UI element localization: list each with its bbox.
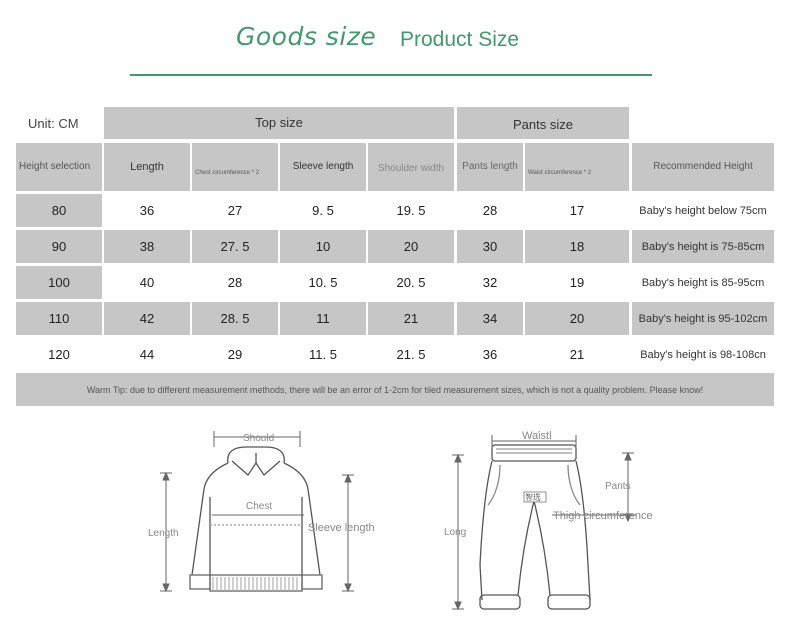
table-cell: 11 — [280, 302, 366, 335]
table-cell: Baby's height is 95-102cm — [632, 302, 774, 335]
top-size-diagram — [140, 425, 390, 625]
chest-label: Chest — [246, 501, 273, 512]
table-cell: 28. 5 — [192, 302, 278, 335]
waist-label: Waistl — [522, 430, 552, 442]
thigh-circumference-label: Thigh circumference — [553, 510, 653, 522]
table-cell: Baby's height is 98-108cn — [640, 348, 766, 361]
table-cell: Baby's height is 85-95cm — [641, 276, 765, 289]
pants-size-diagram — [440, 425, 670, 625]
product-size-title: Product Size — [400, 28, 520, 51]
col-header-length: Length — [104, 143, 190, 191]
table-cell: 10 — [280, 230, 366, 263]
table-cell: 27 — [227, 203, 243, 218]
sleeve-length-label: Sleeve length — [308, 522, 375, 534]
title-underline — [130, 74, 652, 76]
table-cell: 21 — [368, 302, 454, 335]
table-cell: 44 — [139, 347, 155, 362]
table-cell: 27. 5 — [192, 230, 278, 263]
pants-size-header: Pants size — [457, 107, 629, 139]
pants-illustration — [440, 425, 670, 625]
col-header-waist: Waist circumference * 2 — [525, 143, 629, 191]
warm-tip: Warm Tip: due to different measurement methods, there will be an error of 1-2cm for tiled measurement sizes, which is not a quality problem. Please know! — [16, 373, 774, 406]
col-header-recommended-height: Recommended Height — [632, 143, 774, 191]
pants-tag-label: 智选 — [525, 493, 541, 502]
col-header-sleeve-length: Sleeve length — [280, 143, 366, 191]
long-label: Long — [444, 527, 467, 538]
table-cell: 90 — [16, 230, 102, 263]
table-cell: 10. 5 — [308, 275, 338, 290]
table-cell: 30 — [457, 230, 523, 263]
pants-label: Pants — [605, 481, 631, 492]
table-cell: 29 — [227, 347, 243, 362]
table-cell: 36 — [139, 203, 155, 218]
table-cell: Baby's height below 75cm — [639, 204, 767, 217]
table-cell: 32 — [482, 275, 498, 290]
table-cell: 28 — [482, 203, 498, 218]
shoulder-label: Should — [243, 433, 275, 444]
col-header-pants-length: Pants length — [457, 143, 523, 191]
table-cell: 80 — [16, 194, 102, 227]
table-cell: 18 — [525, 230, 629, 263]
table-cell: 20. 5 — [396, 275, 426, 290]
top-size-header: Top size — [104, 107, 454, 139]
table-cell: 36 — [482, 347, 498, 362]
unit-label: Unit: CM — [28, 116, 79, 131]
table-cell: 40 — [139, 275, 155, 290]
table-cell: 42 — [104, 302, 190, 335]
table-cell: 100 — [16, 266, 102, 299]
col-header-height-selection: Height selection — [16, 143, 102, 191]
table-cell: Baby's height is 75-85cm — [632, 230, 774, 263]
table-cell: 34 — [457, 302, 523, 335]
table-cell: 11. 5 — [309, 347, 337, 362]
col-header-shoulder-width: Shoulder width — [368, 143, 454, 191]
length-label: Length — [148, 528, 179, 539]
table-cell: 17 — [569, 203, 585, 218]
table-cell: 19 — [569, 275, 585, 290]
table-cell: 28 — [227, 275, 243, 290]
table-cell: 120 — [48, 347, 70, 362]
table-cell: 21 — [569, 347, 585, 362]
table-cell: 9. 5 — [312, 203, 334, 218]
table-cell: 20 — [525, 302, 629, 335]
table-cell: 20 — [368, 230, 454, 263]
table-cell: 38 — [104, 230, 190, 263]
table-cell: 19. 5 — [396, 203, 426, 218]
goods-size-title: Goods size — [236, 22, 377, 51]
table-cell: 110 — [16, 302, 102, 335]
col-header-chest: Chest circumference * 2 — [192, 143, 278, 191]
table-cell: 21. 5 — [396, 347, 426, 362]
